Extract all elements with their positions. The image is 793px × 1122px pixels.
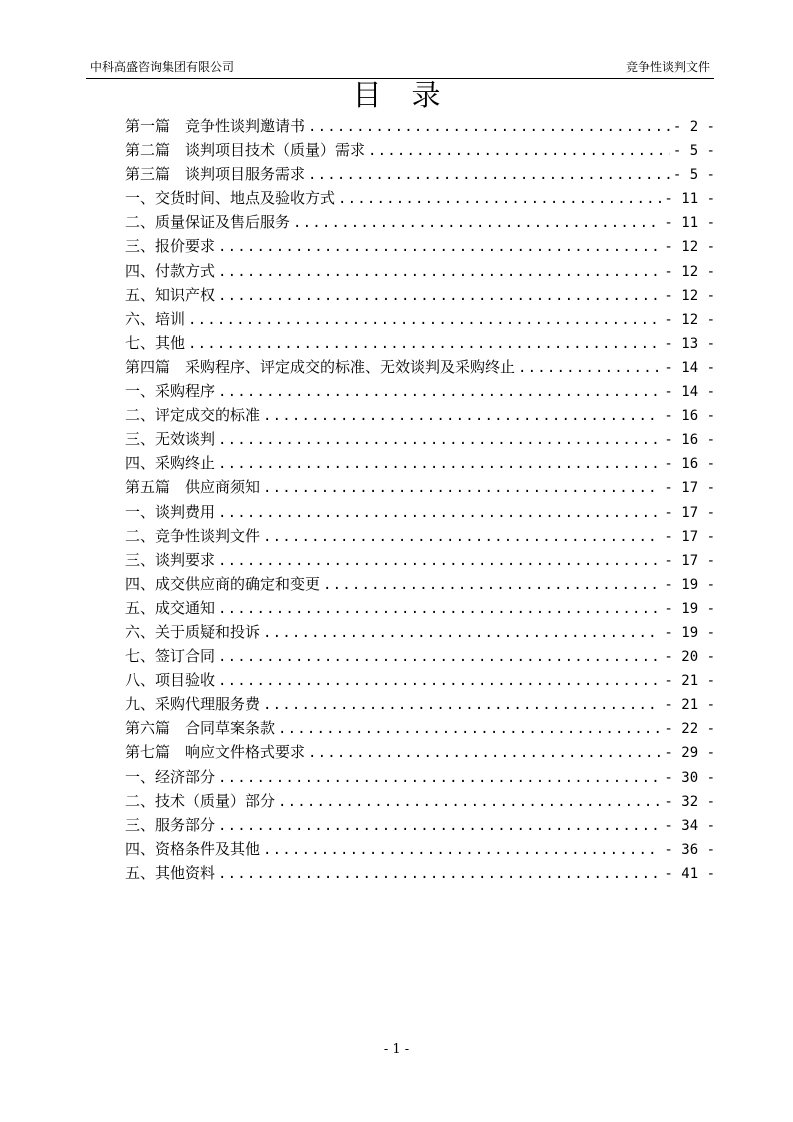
toc-entry-label: 九、采购代理服务费 — [125, 695, 261, 714]
toc-entry[interactable] — [125, 716, 715, 740]
toc-dot-leader — [218, 669, 661, 693]
toc-dot-leader — [263, 404, 661, 428]
toc-entry[interactable] — [125, 644, 715, 668]
toc-entry-page: - 12 - — [664, 311, 715, 328]
toc-entry-label: 一、交货时间、地点及验收方式 — [125, 189, 336, 208]
toc-entry[interactable] — [125, 307, 715, 331]
toc-dot-leader — [308, 163, 670, 187]
toc-entry-page: - 17 - — [664, 504, 715, 521]
toc-entry-page: - 16 - — [664, 456, 715, 473]
toc-entry-page: - 16 - — [664, 432, 715, 449]
toc-entry-page: - 17 - — [664, 528, 715, 545]
toc-entry-label: 第二篇 谈判项目技术（质量）需求 — [125, 141, 366, 160]
toc-entry-label: 五、成交通知 — [125, 598, 216, 617]
toc-entry-page: - 11 - — [664, 191, 715, 208]
toc-entry-label: 五、知识产权 — [125, 285, 216, 304]
toc-entry-page: - 21 - — [664, 673, 715, 690]
toc-dot-leader — [218, 862, 661, 886]
toc-entry[interactable] — [125, 355, 715, 379]
header-company-name: 中科高盛咨询集团有限公司 — [90, 60, 235, 74]
toc-entry-label: 四、资格条件及其他 — [125, 839, 261, 858]
toc-entry-page: - 12 - — [664, 287, 715, 304]
toc-entry-page: - 13 - — [664, 335, 715, 352]
toc-dot-leader — [188, 332, 661, 356]
toc-entry-label: 六、培训 — [125, 309, 186, 328]
toc-entry[interactable] — [125, 403, 715, 427]
toc-entry-label: 第六篇 合同草案条款 — [125, 719, 276, 738]
toc-entry-page: - 5 - — [672, 167, 715, 184]
toc-dot-leader — [218, 766, 661, 790]
toc-entry-label: 二、竞争性谈判文件 — [125, 526, 261, 545]
toc-entry-page: - 32 - — [664, 793, 715, 810]
toc-entry-page: - 5 - — [672, 143, 715, 160]
toc-entry-page: - 11 - — [664, 215, 715, 232]
toc-entry[interactable] — [125, 162, 715, 186]
toc-dot-leader — [263, 693, 661, 717]
toc-dot-leader — [218, 284, 661, 308]
toc-entry-page: - 14 - — [664, 359, 715, 376]
toc-entry[interactable] — [125, 620, 715, 644]
toc-entry-label: 二、技术（质量）部分 — [125, 791, 276, 810]
toc-entry[interactable] — [125, 572, 715, 596]
toc-dot-leader — [218, 645, 661, 669]
toc-dot-leader — [278, 717, 661, 741]
toc-entry-label: 第三篇 谈判项目服务需求 — [125, 165, 306, 184]
page-title: 目录 — [352, 78, 471, 112]
toc-entry[interactable] — [125, 427, 715, 451]
toc-dot-leader — [218, 814, 661, 838]
toc-entry-page: - 12 - — [664, 239, 715, 256]
toc-entry[interactable] — [125, 668, 715, 692]
toc-entry[interactable] — [125, 451, 715, 475]
page-number: - 1 - — [383, 1042, 410, 1057]
toc-entry[interactable] — [125, 331, 715, 355]
toc-entry-label: 一、谈判费用 — [125, 502, 216, 521]
toc-dot-leader — [263, 525, 661, 549]
toc-dot-leader — [218, 452, 661, 476]
toc-entry-label: 五、其他资料 — [125, 863, 216, 882]
toc-entry-page: - 14 - — [664, 384, 715, 401]
toc-entry-page: - 19 - — [664, 600, 715, 617]
toc-entry-page: - 41 - — [664, 865, 715, 882]
toc-entry[interactable] — [125, 283, 715, 307]
toc-entry-label: 一、采购程序 — [125, 382, 216, 401]
toc-entry[interactable] — [125, 500, 715, 524]
toc-entry-label: 八、项目验收 — [125, 671, 216, 690]
toc-entry-page: - 2 - — [672, 119, 715, 135]
toc-entry-page: - 36 - — [664, 841, 715, 858]
toc-entry-page: - 30 - — [664, 769, 715, 786]
toc-entry-page: - 19 - — [664, 576, 715, 593]
toc-entry-label: 三、报价要求 — [125, 237, 216, 256]
toc-dot-leader — [218, 501, 661, 525]
toc-entry[interactable] — [125, 259, 715, 283]
toc-entry-label: 二、评定成交的标准 — [125, 406, 261, 425]
toc-dot-leader — [368, 139, 670, 163]
toc-dot-leader — [263, 621, 661, 645]
toc-entry-page: - 34 - — [664, 817, 715, 834]
toc-entry-label: 三、谈判要求 — [125, 550, 216, 569]
toc-entry-page: - 19 - — [664, 624, 715, 641]
toc-entry[interactable] — [125, 186, 715, 210]
toc-entry-label: 四、采购终止 — [125, 454, 216, 473]
toc-entry[interactable] — [125, 861, 715, 885]
toc-entry[interactable] — [125, 692, 715, 716]
toc-dot-leader — [218, 597, 661, 621]
toc-entry[interactable] — [125, 475, 715, 499]
toc-entry-page: - 16 - — [664, 408, 715, 425]
page-header — [86, 58, 714, 79]
toc-dot-leader — [188, 308, 661, 332]
toc-entry-label: 六、关于质疑和投诉 — [125, 622, 261, 641]
toc-entry[interactable] — [125, 813, 715, 837]
toc-entry-label: 第七篇 响应文件格式要求 — [125, 743, 306, 762]
toc-entry-label: 第五篇 供应商须知 — [125, 478, 261, 497]
toc-entry[interactable] — [125, 524, 715, 548]
toc-entry[interactable] — [125, 789, 715, 813]
toc-entry-page: - 12 - — [664, 263, 715, 280]
toc-dot-leader — [218, 428, 661, 452]
toc-entry[interactable] — [125, 234, 715, 258]
toc-entry-page: - 29 - — [664, 745, 715, 762]
toc-dot-leader — [308, 741, 661, 765]
toc-entry[interactable] — [125, 837, 715, 861]
toc-entry-label: 三、无效谈判 — [125, 430, 216, 449]
toc-dot-leader — [218, 235, 661, 259]
toc-entry-label: 第一篇 竞争性谈判邀请书 — [125, 117, 306, 135]
toc-entry[interactable] — [125, 740, 715, 764]
toc-entry[interactable] — [125, 379, 715, 403]
toc-entry[interactable] — [125, 596, 715, 620]
toc-dot-leader — [323, 573, 661, 597]
toc-dot-leader — [218, 260, 661, 284]
toc-dot-leader — [308, 115, 670, 139]
toc-dot-leader — [278, 790, 661, 814]
toc-dot-leader — [263, 838, 661, 862]
table-of-contents — [125, 114, 715, 885]
toc-entry-page: - 20 - — [664, 649, 715, 666]
toc-entry-label: 二、质量保证及售后服务 — [125, 213, 291, 232]
toc-entry-label: 四、成交供应商的确定和变更 — [125, 574, 321, 593]
toc-entry[interactable] — [125, 114, 715, 138]
toc-entry-label: 七、其他 — [125, 333, 186, 352]
toc-entry-page: - 22 - — [664, 721, 715, 738]
toc-entry-label: 七、签订合同 — [125, 647, 216, 666]
toc-entry-label: 三、服务部分 — [125, 815, 216, 834]
toc-dot-leader — [263, 476, 661, 500]
toc-entry-page: - 21 - — [664, 697, 715, 714]
toc-entry[interactable] — [125, 138, 715, 162]
toc-entry-label: 第四篇 采购程序、评定成交的标准、无效谈判及采购终止 — [125, 357, 516, 376]
toc-dot-leader — [293, 211, 661, 235]
toc-dot-leader — [218, 380, 661, 404]
toc-entry-page: - 17 - — [664, 552, 715, 569]
toc-entry-label: 四、付款方式 — [125, 261, 216, 280]
toc-entry[interactable] — [125, 765, 715, 789]
toc-entry-label: 一、经济部分 — [125, 767, 216, 786]
header-document-type: 竞争性谈判文件 — [625, 60, 710, 74]
toc-entry[interactable] — [125, 548, 715, 572]
toc-dot-leader — [338, 187, 661, 211]
toc-entry[interactable] — [125, 210, 715, 234]
toc-entry-page: - 17 - — [664, 480, 715, 497]
toc-dot-leader — [218, 549, 661, 573]
toc-dot-leader — [518, 356, 661, 380]
